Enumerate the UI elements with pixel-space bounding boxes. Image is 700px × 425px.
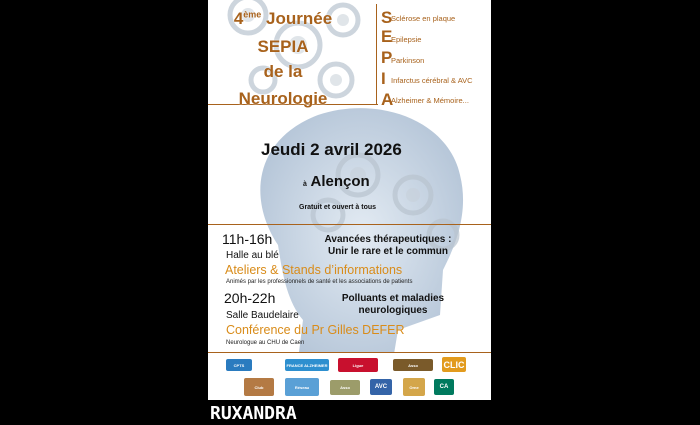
partner-logo-label: Asso xyxy=(340,385,350,390)
sepia-letter: I xyxy=(381,69,386,88)
sepia-item: Sclérose en plaque xyxy=(391,14,456,23)
session1-topic-line1: Avancées thérapeutiques : xyxy=(324,234,452,245)
partner-logo-label: FRANCE ALZHEIMER xyxy=(286,362,328,368)
title-line-3: de la xyxy=(263,62,303,81)
sepia-item: Alzheimer & Mémoire... xyxy=(391,96,469,105)
session1-title: Ateliers & Stands d’informations xyxy=(225,263,403,277)
session1-place: Halle au blé xyxy=(226,250,279,261)
sepia-letter: A xyxy=(381,90,394,109)
divider-vertical xyxy=(376,4,377,104)
partner-logo xyxy=(403,378,425,396)
partner-logo xyxy=(370,379,392,395)
partner-logo-label: CA xyxy=(439,384,449,390)
partner-logo xyxy=(393,359,433,371)
city-name: Alençon xyxy=(310,173,370,190)
brand-watermark: RUXANDRA xyxy=(210,403,297,424)
partner-logos xyxy=(208,353,491,400)
partner-logo-label: Club xyxy=(254,384,264,390)
footer-bar xyxy=(0,400,700,425)
partner-logo-label: Ligue xyxy=(352,362,364,368)
title-line-1 xyxy=(208,10,358,27)
session1-topic-line2: Unir le rare et le commun xyxy=(327,246,449,257)
partner-logo xyxy=(285,378,319,396)
title-superscript: ème xyxy=(243,9,262,20)
partner-logo xyxy=(285,359,329,371)
title-line-2: SEPIA xyxy=(257,37,309,56)
sepia-item: Parkinson xyxy=(391,56,425,65)
session1-note: Animés par les professionnels de santé et les associations de patients xyxy=(226,279,413,285)
city-prefix: à xyxy=(303,181,307,188)
sepia-item: Epilepsie xyxy=(391,35,422,44)
title-journee: Journée xyxy=(261,9,333,28)
title-number: 4 xyxy=(233,9,244,28)
session2-place: Salle Baudelaire xyxy=(226,310,299,321)
partner-logo-label: CLIC xyxy=(443,359,465,370)
partner-logo xyxy=(330,380,360,395)
title-line-4: Neurologie xyxy=(238,89,328,108)
partner-logo-label: Asso xyxy=(408,362,418,368)
session2-note: Neurologue au CHU de Caen xyxy=(226,340,305,346)
event-city xyxy=(303,174,370,189)
partner-logo xyxy=(226,359,252,371)
partner-logo xyxy=(434,379,454,395)
sepia-letter: P xyxy=(381,48,393,67)
partner-logo-label: AVC xyxy=(374,384,388,390)
session2-title: Conférence du Pr Gilles DEFER xyxy=(226,323,405,337)
sepia-letter: S xyxy=(381,8,393,27)
partner-logo xyxy=(442,357,466,372)
divider-sessions xyxy=(208,224,491,225)
partner-logo-label: Orne xyxy=(409,384,419,390)
free-admission: Gratuit et ouvert à tous xyxy=(299,204,377,211)
event-poster xyxy=(208,0,491,400)
event-date: Jeudi 2 avril 2026 xyxy=(261,140,402,159)
partner-logo-label: Réseau xyxy=(294,384,310,390)
session2-topic-line1: Polluants et maladies xyxy=(341,293,445,304)
sepia-item: Infarctus cérébral & AVC xyxy=(391,76,473,85)
partner-logo xyxy=(338,358,378,372)
session2-topic-line2: neurologiques xyxy=(358,305,428,316)
session1-time: 11h-16h xyxy=(222,231,273,247)
partner-logo xyxy=(244,378,274,396)
partner-logo-label: CPTS xyxy=(233,362,245,368)
session2-time: 20h-22h xyxy=(224,290,276,306)
sepia-letter: E xyxy=(381,27,393,46)
